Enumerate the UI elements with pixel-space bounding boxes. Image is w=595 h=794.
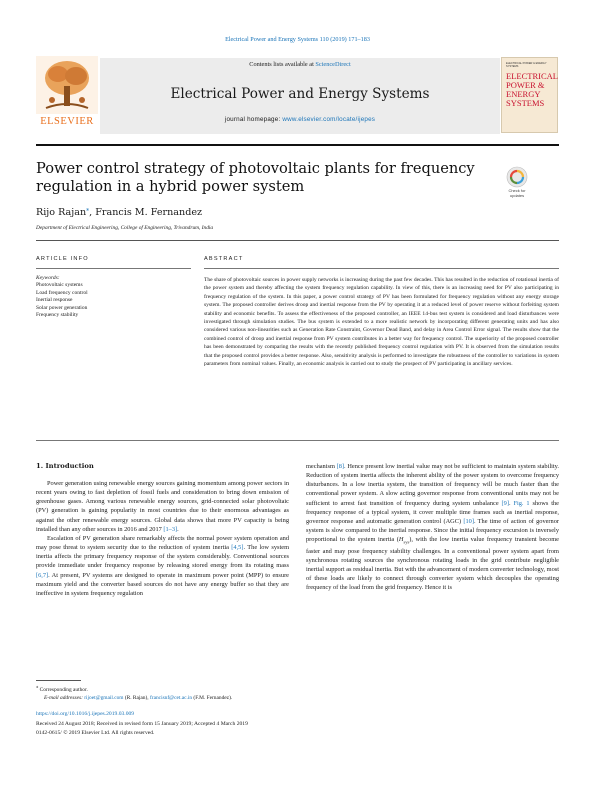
keywords-label: Keywords:	[36, 275, 60, 281]
article-info-heading: ARTICLE INFO	[36, 256, 89, 262]
keyword-item: Solar power generation	[36, 304, 88, 311]
paragraph-text: . Hence present low inertial value may not be sufficient to maintain system stability. Reduction of system inertia affects the inherent ability of the power system to overcome frequency disturbances. In a low inertia system, the transition of frequency will be much faster than the conventional power system. A slow acting governor response from conventional units may not be sufficient to arrest fast transition of frequency during system unbalance	[306, 463, 559, 507]
abstract-rule	[204, 268, 559, 269]
paragraph-text: Power generation using renewable energy sources gaining momentum among power sectors in recent years owing to fast depletion of fossil fuels and consideration to bring down emission of greenhouse gases. Among various renewable energy sources, grid-connected solar photovoltaic (PV) generation is gaining popularity in most countries due to their enormous advantages as against the other renewable energy sources. Global data shows that more PV capacity is being installed than any other sources in 2016 and 2017	[36, 480, 289, 533]
footnote	[36, 683, 436, 702]
footnote-mark: ⁎	[36, 684, 39, 689]
keywords-block	[36, 275, 191, 319]
sciencedirect-link[interactable]: ScienceDirect	[315, 61, 351, 68]
math-subscript: sys	[403, 539, 410, 545]
citation-link[interactable]: [4,5]	[231, 544, 244, 552]
abstract-text: The share of photovoltaic sources in power supply networks is increasing during the past few decades. This has resulted in the reduction of rotational inertia of the power system and thereby affecting the system frequency regulation capability. In view of this, there is an increasing need for PV also participating in frequency regulation of the system. In this paper, a power control strategy of PV has been formulated for frequency regulation without any energy storage system. The proposed controller derives droop and inertial response from the PV by operating it at a reduced level of power reserve without forfeiting system stability and economic benefits. To assess the effectiveness of the proposed controller, an IEEE 14-bus test system is considered and load disturbances were investigated through simulation studies. The bus system is extended to a more realistic network by incorporating different generating units and has also considered various non-linearities such as Generation Rate Constraint, Governor Dead Band, and delay in Area Control Error signal. The results show that the combined control of droop and inertial response from PV system contributes in a better way for frequency control. The superiority of the proposed controller has been demonstrated by comparing the results with the recently published frequency control regulation with PV. It is observed from the simulation results that the proposed control provides a better response. Also, sensitivity analysis is performed to investigate the robustness of the controller to variations in system parameters from nominal values. Finally, an economic analysis is carried out to study the prospect of PV participating in ancillary services.	[204, 277, 559, 368]
corresponding-author-note	[36, 683, 436, 694]
paragraph	[36, 479, 289, 534]
footnote-rule	[36, 680, 81, 681]
abstract-bottom-rule	[36, 440, 559, 441]
figure-link[interactable]: Fig. 1	[513, 499, 530, 507]
body-column-left	[36, 479, 289, 598]
paragraph-text: . The time of action of governor system is slow compared to the inertial response. Since the initial frequency excursion is inversely proportional to the system inertia (	[306, 517, 559, 544]
paragraph-text: shows the frequency response of a typical system, it cover multiple time frames such as inertial response, governor response and automatic generation control (AGC)	[306, 499, 559, 525]
paragraph-text: Escalation of PV generation share remarkably affects the normal power system operation and may pose threat to system security due to the reduction of system inertia	[36, 534, 289, 552]
email-label: E-mail addresses:	[44, 694, 83, 701]
body-column-right	[306, 462, 559, 592]
homepage-label: journal homepage:	[224, 116, 281, 123]
section-heading-introduction: 1. Introduction	[36, 462, 94, 470]
abstract-heading: ABSTRACT	[204, 256, 244, 262]
paragraph-text: .	[177, 525, 179, 533]
keyword-item: Inertial response	[36, 297, 73, 304]
journal-cover-thumbnail[interactable]	[501, 57, 558, 133]
keyword-item: Load frequency control	[36, 289, 88, 296]
citation-link[interactable]: [1–3]	[163, 525, 178, 533]
citation-link[interactable]: [6,7]	[36, 571, 49, 579]
author-name[interactable]: Rijo Rajan	[36, 207, 87, 219]
paragraph-text: ), with the low inertia value frequency transient become faster and may pose frequency stability challenges. In a conventional power system apart from synchronous rotating sources the synchronous rotating loads in the grid contribute negligible inertial support as residual inertia. But with the advancement of modern converter technology, most of these loads are likely to connect through converter system which decouples the operating frequency of the load from the grid frequency. Hence it is	[306, 536, 559, 592]
journal-homepage	[100, 116, 500, 123]
homepage-link[interactable]: www.elsevier.com/locate/ijepes	[282, 116, 376, 123]
doi-link[interactable]: https://doi.org/10.1016/j.ijepes.2019.03.009	[36, 711, 135, 717]
citation-link[interactable]: [10]	[463, 517, 474, 525]
keyword-item: Frequency stability	[36, 312, 79, 319]
author-separator: ,	[89, 207, 96, 219]
paragraph	[36, 534, 289, 598]
title-divider	[36, 240, 559, 241]
paragraph-text: . At present, PV systems are designed to operate in maximum power point (MPP) to ensure maximum yield and the converter based sources do not have any energy buffer so that they are ineffective in system frequency regulation	[36, 571, 289, 597]
citation-link[interactable]: [8]	[336, 463, 345, 470]
email-link[interactable]: francisnf@cet.ac.in	[150, 694, 193, 701]
check-for-updates-badge[interactable]	[504, 166, 530, 202]
paragraph-text: .	[508, 499, 514, 507]
citation-link[interactable]: [9]	[501, 499, 509, 507]
paper-title: Power control strategy of photovoltaic plants for frequency regulation in a hybrid power system	[36, 160, 475, 195]
contents-prefix: Contents lists available at	[249, 61, 314, 68]
copyright-line: 0142-0615/ © 2019 Elsevier Ltd. All rights reserved.	[36, 730, 155, 737]
math-symbol: H	[398, 536, 404, 544]
publisher-wordmark: ELSEVIER	[40, 116, 94, 127]
cover-title: ELECTRICAL POWER & ENERGY SYSTEMS	[506, 71, 558, 108]
paragraph	[306, 462, 559, 592]
author-name[interactable]: Francis M. Fernandez	[95, 207, 203, 219]
paragraph-text: mechanism	[306, 463, 337, 470]
keyword-item: Photovoltaic systems	[36, 282, 83, 289]
check-for-updates-label: Check for updates	[508, 188, 526, 198]
author-affiliation: Department of Electrical Engineering, College of Engineering, Trivandrum, India	[36, 225, 214, 231]
contents-line	[100, 61, 500, 68]
journal-title: Electrical Power and Energy Systems	[170, 86, 430, 102]
corresponding-author-mark[interactable]: ⁎	[86, 206, 90, 213]
author-list	[36, 206, 202, 218]
received-dates: Received 24 August 2018; Received in revised form 15 January 2019; Accepted 4 March 2019	[36, 720, 248, 727]
email-line	[36, 694, 436, 702]
cover-top-line: ELECTRICAL POWER & ENERGY SYSTEMS	[506, 62, 547, 68]
paragraph-text: . The low system inertia affects the primary frequency response of the system considerably. Conventional sources provide immediate under frequency response by releasing stored energy from its rotating mass	[36, 544, 290, 570]
journal-citation[interactable]: Electrical Power and Energy Systems 110 (2019) 171–183	[225, 36, 370, 43]
email-owner: (F.M. Fernandez).	[192, 694, 233, 701]
publication-info	[36, 710, 486, 739]
header-rule	[36, 144, 559, 146]
email-owner: (R. Rajan),	[123, 694, 150, 701]
article-info-rule	[36, 268, 191, 269]
email-link[interactable]: rijoet@gmail.com	[84, 694, 124, 701]
footnote-text: Corresponding author.	[39, 686, 88, 693]
